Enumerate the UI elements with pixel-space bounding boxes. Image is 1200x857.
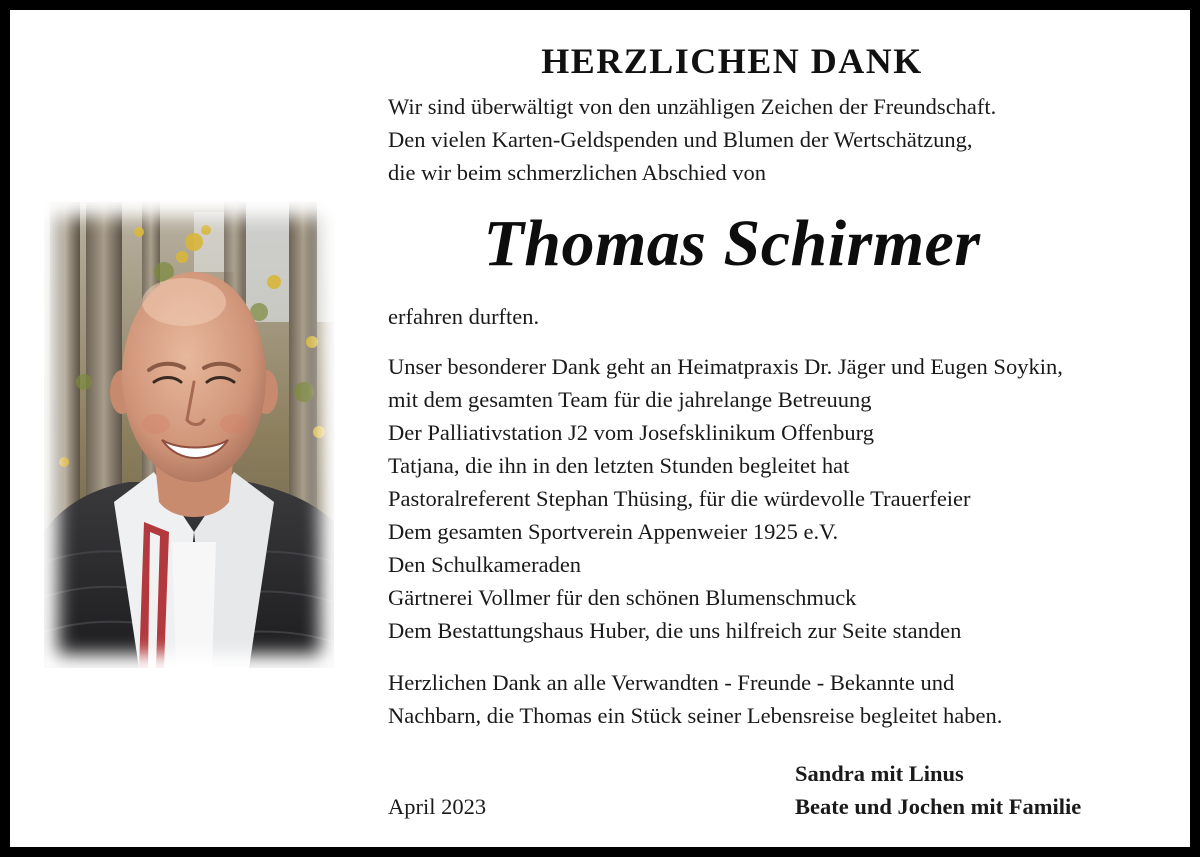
signatories [795, 757, 1081, 823]
thanks-line: Der Palliativstation J2 vom Josefsklinikum Offenburg [388, 420, 875, 445]
thanks-line: Den Schulkameraden [388, 552, 582, 577]
thanks-line: Pastoralreferent Stephan Thüsing, für die würdevolle Trauerfeier [388, 486, 971, 511]
thanks-line: Gärtnerei Vollmer für den schönen Blumenschmuck [388, 585, 857, 610]
signatory: Beate und Jochen mit Familie [795, 794, 1082, 819]
closing-text [388, 666, 1002, 732]
thanks-list [388, 350, 1063, 647]
thanks-line: mit dem gesamten Team für die jahrelange Betreuung [388, 387, 872, 412]
portrait-photo [44, 202, 334, 668]
intro-text [388, 90, 996, 189]
notice-date: April 2023 [388, 794, 487, 819]
after-name-text [388, 300, 539, 333]
thanks-line: Unser besonderer Dank geht an Heimatpraxis Dr. Jäger und Eugen Soykin, [388, 354, 1063, 379]
headline: HERZLICHEN DANK [541, 41, 923, 81]
closing-line: Herzlichen Dank an alle Verwandten - Freunde - Bekannte und [388, 670, 955, 695]
deceased-name: Thomas Schirmer [483, 207, 981, 280]
thanks-line: Tatjana, die ihn in den letzten Stunden begleitet hat [388, 453, 850, 478]
intro-line: Den vielen Karten-Geldspenden und Blumen der Wertschätzung, [388, 127, 973, 152]
intro-line: Wir sind überwältigt von den unzähligen Zeichen der Freundschaft. [388, 94, 997, 119]
signatory: Sandra mit Linus [795, 761, 964, 786]
thanks-line: Dem Bestattungshaus Huber, die uns hilfreich zur Seite standen [388, 618, 962, 643]
obituary-notice [10, 10, 1190, 847]
thanks-line: Dem gesamten Sportverein Appenweier 1925 e.V. [388, 519, 839, 544]
after-name-line: erfahren durften. [388, 304, 540, 329]
closing-line: Nachbarn, die Thomas ein Stück seiner Lebensreise begleitet haben. [388, 703, 1003, 728]
intro-line: die wir beim schmerzlichen Abschied von [388, 160, 767, 185]
